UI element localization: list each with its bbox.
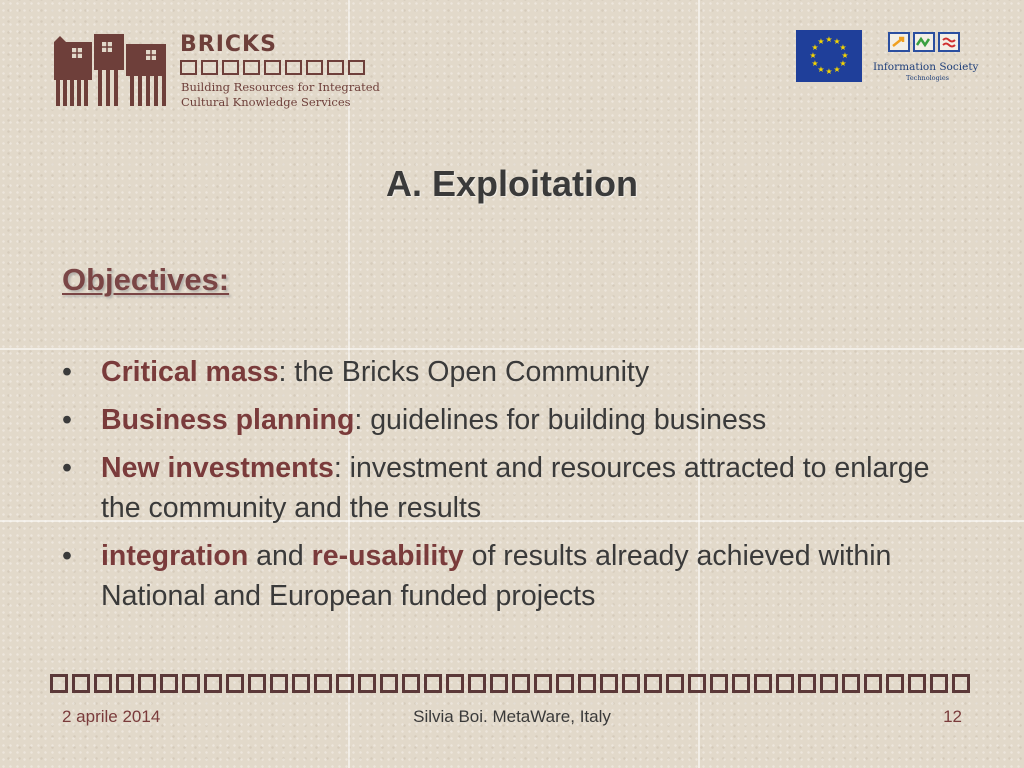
info-society-sub: Technologies [906, 74, 950, 82]
bullet-text: : the Bricks Open Community [278, 356, 650, 388]
list-item [62, 400, 962, 440]
slide-title: A. Exploitation [386, 163, 638, 204]
bullet-icon: • [62, 452, 72, 484]
bullet-icon: • [62, 356, 72, 388]
footer-author: Silvia Boi. MetaWare, Italy [413, 707, 611, 726]
background-divider [0, 348, 1024, 350]
list-item [62, 448, 962, 528]
bullet-keyword: Business planning [101, 404, 355, 436]
footer-date: 2 aprile 2014 [62, 707, 161, 726]
information-society-logo [868, 28, 978, 86]
logo-square-pattern [180, 60, 365, 75]
bullet-keyword: New investments [101, 452, 334, 484]
svg-text:★: ★ [833, 65, 841, 74]
bricks-logo [50, 28, 380, 114]
svg-text:★: ★ [817, 37, 825, 46]
logo-name: BRICKS [180, 32, 277, 57]
objectives-list [62, 352, 962, 624]
logo-tagline-1: Building Resources for Integrated [181, 80, 380, 94]
svg-text:★: ★ [839, 43, 847, 52]
svg-text:★: ★ [833, 37, 841, 46]
bullet-text: of results already achieved within National and European funded projects [101, 540, 892, 612]
svg-text:★: ★ [811, 59, 819, 68]
svg-text:★: ★ [825, 35, 833, 44]
bullet-keyword: re-usability [311, 540, 464, 572]
bullet-keyword: integration [101, 540, 249, 572]
svg-text:★: ★ [809, 51, 817, 60]
bricks-buildings-icon [50, 28, 174, 110]
bullet-icon: • [62, 404, 72, 436]
info-society-name: Information Society [873, 61, 979, 73]
bullet-icon: • [62, 540, 72, 572]
bullet-text: : investment and resources attracted to enlarge the community and the results [101, 452, 930, 524]
bullet-text: : guidelines for building business [354, 404, 767, 436]
page-number: 12 [943, 707, 962, 726]
logo-tagline-2: Cultural Knowledge Services [181, 95, 351, 109]
list-item [62, 536, 962, 616]
list-item [62, 352, 962, 392]
svg-text:★: ★ [839, 59, 847, 68]
footer-square-pattern [50, 674, 970, 693]
info-society-icons [888, 32, 960, 52]
eu-flag-icon [796, 30, 862, 82]
objectives-heading: Objectives: [62, 262, 230, 297]
svg-text:★: ★ [841, 51, 849, 60]
bullet-keyword: Critical mass [101, 356, 279, 388]
svg-text:★: ★ [825, 67, 833, 76]
bullet-connector: and [248, 540, 312, 572]
svg-text:★: ★ [817, 65, 825, 74]
svg-text:★: ★ [811, 43, 819, 52]
